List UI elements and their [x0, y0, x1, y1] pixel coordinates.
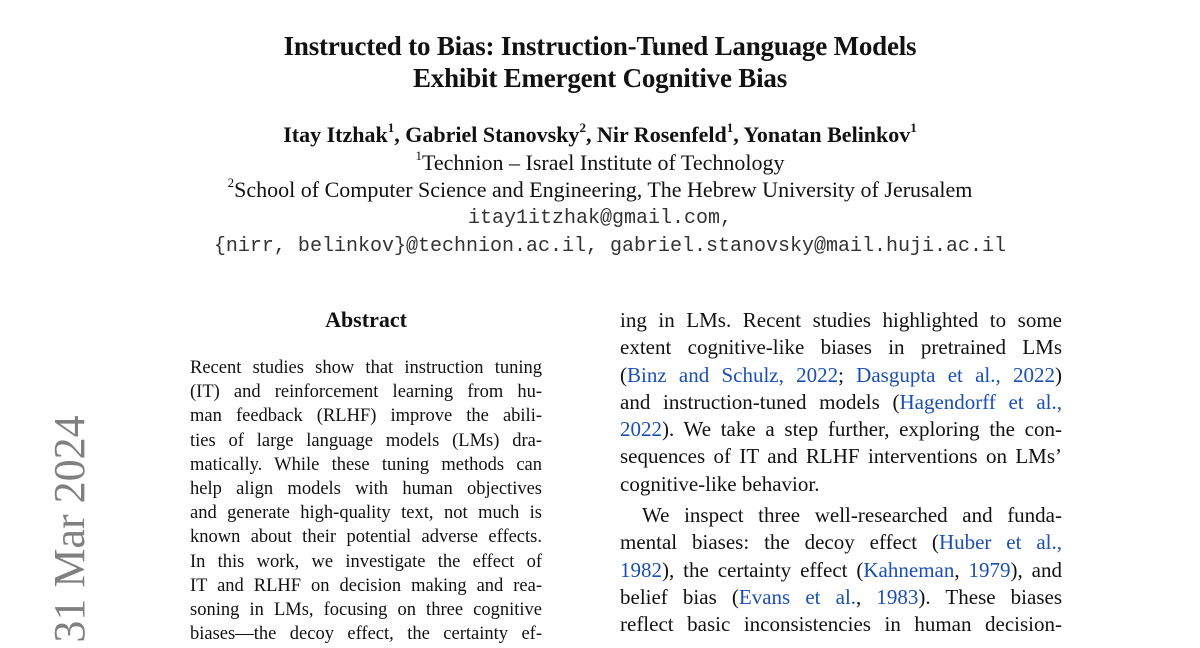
body-line: sequences of IT and RLHF interventions on LMs’: [620, 444, 1062, 469]
punctuation: ,: [856, 584, 877, 609]
body-text: mental biases: the decoy effect (: [620, 530, 939, 555]
author-affiliation-mark: 1: [387, 119, 395, 135]
affiliation-mark: 2: [227, 174, 235, 190]
affiliation-mark: 1: [415, 147, 422, 163]
body-line: [620, 529, 1062, 556]
citation-link[interactable]: Dasgupta et al., 2022: [856, 362, 1055, 387]
punctuation: (: [620, 362, 627, 387]
paper-title-line-2: Exhibit Emergent Cognitive Bias: [412, 63, 788, 93]
body-text: ), and: [1010, 557, 1062, 582]
body-line: [620, 362, 1062, 389]
abstract-line: man feedback (RLHF) improve the abili-: [190, 406, 542, 427]
author-affiliation-mark: 1: [910, 119, 917, 135]
abstract-line: matically. While these tuning methods can: [190, 454, 542, 475]
author-name: Gabriel Stanovsky: [405, 122, 580, 147]
citation-link[interactable]: Kahneman: [863, 557, 955, 582]
citation-link[interactable]: Hagendorff et al.,: [899, 389, 1063, 414]
author-separator: ,: [585, 122, 597, 147]
author-list: [0, 121, 1200, 149]
affiliation-text: Technion – Israel Institute of Technology: [422, 150, 785, 175]
affiliation-2: [0, 176, 1200, 204]
abstract-line: ties of large language models (LMs) dra-: [190, 430, 542, 451]
body-text: ). These biases: [918, 584, 1063, 609]
citation-link[interactable]: 1983: [876, 584, 919, 609]
abstract-line: help align models with human objectives: [190, 478, 542, 499]
citation-link[interactable]: 2022: [620, 417, 662, 442]
body-text: belief bias (: [620, 584, 739, 609]
intro-column: [620, 307, 1062, 639]
author-name: Nir Rosenfeld: [596, 122, 727, 147]
body-line: [620, 557, 1062, 584]
abstract-line: In this work, we investigate the effect of: [190, 551, 542, 572]
author-name: Yonatan Belinkov: [743, 122, 911, 147]
citation-link[interactable]: Binz and Schulz, 2022: [627, 362, 839, 387]
abstract-heading: Abstract: [325, 307, 407, 332]
abstract-line: (IT) and reinforcement learning from hu-: [190, 382, 542, 403]
citation-link[interactable]: Evans et al.: [738, 584, 857, 609]
email-line-2: {nirr, belinkov}@technion.ac.il, gabriel.stanovsky@mail.huji.ac.il: [213, 235, 1007, 258]
author-separator: ,: [733, 122, 744, 147]
abstract-line: IT and RLHF on decision making and rea-: [190, 575, 542, 596]
body-line: [620, 416, 1062, 443]
abstract-line: biases—the decoy effect, the certainty ef-: [190, 624, 542, 645]
body-line: We inspect three well-researched and funda-: [642, 503, 1062, 528]
abstract-line: and generate high-quality text, not much is: [190, 503, 542, 524]
author-affiliation-mark: 2: [579, 119, 586, 135]
body-text: ), the certainty effect (: [662, 557, 864, 582]
email-line-1: itay1itzhak@gmail.com,: [467, 207, 733, 230]
body-text: and instruction-tuned models (: [620, 389, 900, 414]
affiliation-1: [0, 149, 1200, 177]
body-text: ). We take a step further, exploring the con-: [662, 417, 1062, 442]
body-line: ing in LMs. Recent studies highlighted to some: [620, 308, 1062, 332]
punctuation: ): [1055, 362, 1062, 387]
citation-link[interactable]: 1982: [620, 557, 662, 582]
body-line: reflect basic inconsistencies in human decision-: [620, 612, 1062, 637]
author-name: Itay Itzhak: [283, 122, 388, 147]
paper-title-line-1: Instructed to Bias: Instruction-Tuned Language Models: [283, 31, 917, 61]
punctuation: ,: [954, 557, 969, 582]
author-separator: ,: [394, 122, 406, 147]
abstract-line: Recent studies show that instruction tuning: [190, 358, 542, 378]
citation-link[interactable]: Huber et al.,: [938, 530, 1062, 555]
citation-link[interactable]: 1979: [968, 557, 1011, 582]
body-line: extent cognitive-like biases in pretrained LMs: [620, 335, 1062, 360]
author-affiliation-mark: 1: [726, 119, 734, 135]
body-line: [620, 389, 1062, 416]
abstract-body: [190, 356, 542, 646]
affiliation-text: School of Computer Science and Engineering, The Hebrew University of Jerusalem: [234, 177, 973, 202]
abstract-line: known about their potential adverse effects.: [190, 527, 542, 548]
arxiv-date-stamp: 31 Mar 2024: [45, 415, 94, 643]
body-line: cognitive-like behavior.: [620, 471, 820, 496]
abstract-line: soning in LMs, focusing on three cognitive: [190, 599, 542, 620]
body-line: [620, 584, 1062, 611]
punctuation: ;: [838, 362, 857, 387]
